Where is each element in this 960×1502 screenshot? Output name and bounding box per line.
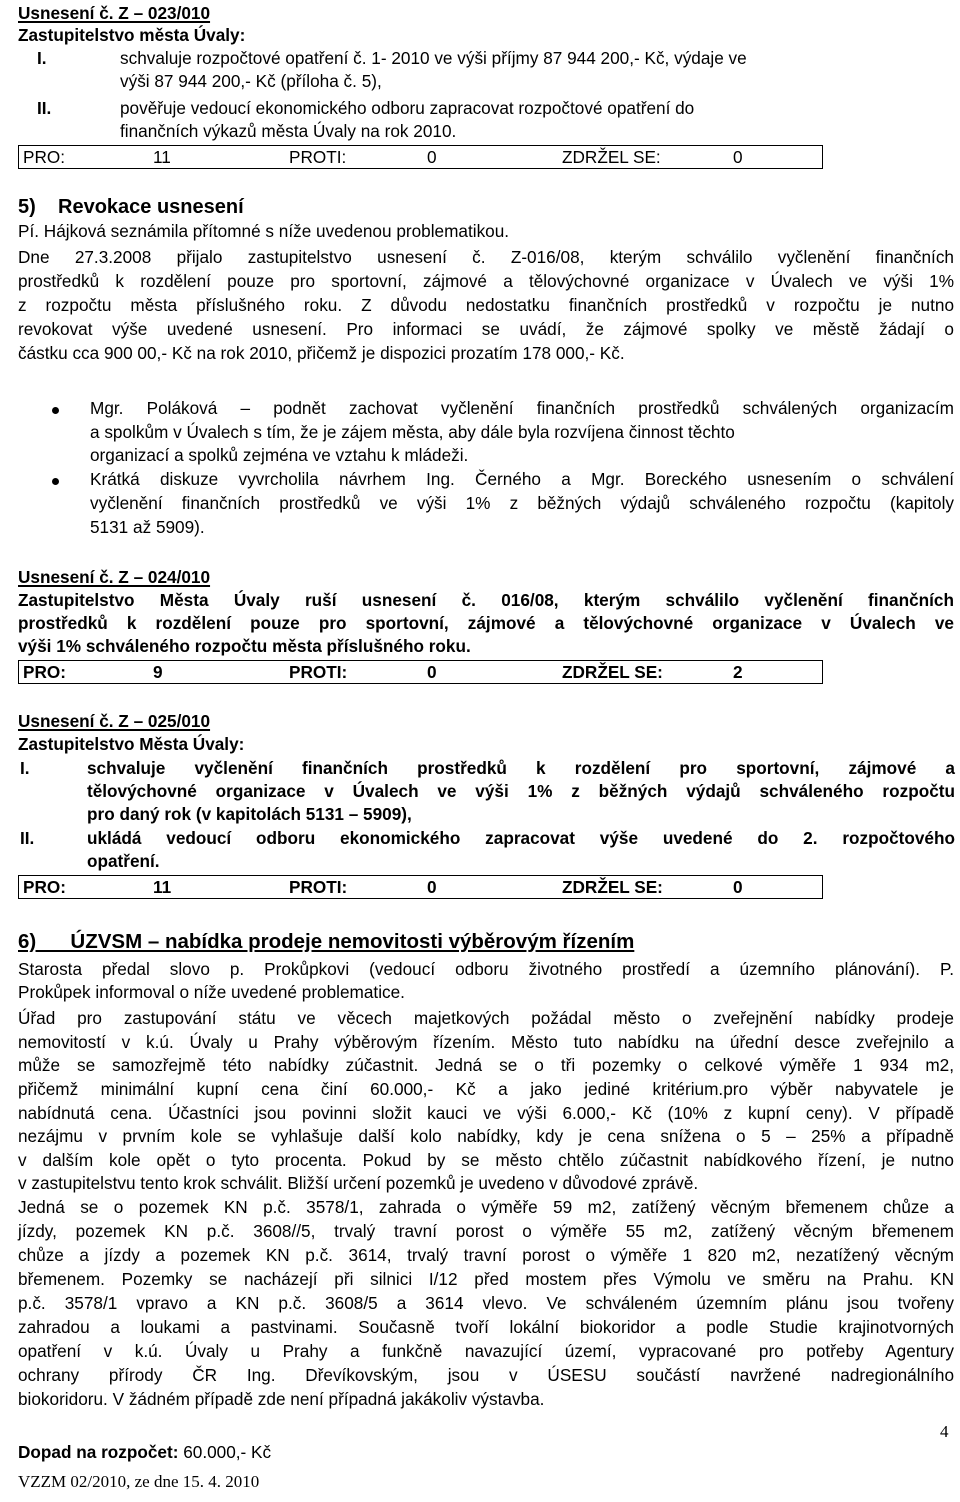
paragraph-line: p.č. 3578/1 vpravo a KN p.č. 3608/5 a 3614 vlevo. Ve schváleném územním plánu jsou tvořeny	[18, 1293, 954, 1313]
vote-pro-label: PRO:	[23, 662, 66, 682]
bullet-line: Krátká diskuze vyvrcholila návrhem Ing. Černého a Mgr. Boreckého usnesením o schválení	[90, 469, 954, 489]
vote-proti-value: 0	[427, 662, 437, 682]
vote-pro-label: PRO:	[23, 147, 66, 167]
resolution-23-body: Zastupitelstvo města Úvaly:	[18, 25, 246, 45]
bullet-line: Mgr. Poláková – podnět zachovat vyčlenění finančních prostředků schválených organizacím	[90, 398, 954, 418]
item-ii-line: opatření.	[87, 851, 160, 871]
paragraph-line: Jedná se o pozemek KN p.č. 3578/1, zahrada o výměře 59 m2, zatížený věcným břemenem chůze a	[18, 1197, 954, 1217]
item-i-number: I.	[37, 48, 47, 68]
item-ii-line: ukládá vedoucí odboru ekonomického zapracovat výše uvedené do 2. rozpočtového	[87, 828, 955, 848]
bullet-icon	[52, 478, 59, 485]
paragraph-line: nemovitostí v k.ú. Úvaly u Prahy výběrovým řízením. Město tuto nabídku na úřední desce zveřejnilo a	[18, 1032, 954, 1052]
item-i-line: pro daný rok (v kapitolách 5131 – 5909),	[87, 804, 412, 824]
paragraph-line: revokovat výše uvedené usnesení. Pro informaci se uvádí, že zájmové spolky ve městě žádají o	[18, 319, 954, 339]
item-ii-number: II.	[20, 828, 35, 848]
paragraph-line: prostředků k rozdělení pouze pro sportovní, zájmové a tělovýchovné organizace v Úvalech ve výši 1%	[18, 271, 954, 291]
budget-impact-value: 60.000,- Kč	[178, 1442, 272, 1462]
item-i-number: I.	[20, 758, 30, 778]
paragraph-line: Prokůpek informoval o níže uvedené problematice.	[18, 982, 405, 1002]
paragraph-line: jízdy, pozemek KN p.č. 3608//5, trvalý travní porost o výměře 55 m2, zatížený věcným břemenem	[18, 1221, 954, 1241]
paragraph: Pí. Hájková seznámila přítomné s níže uvedenou problematikou.	[18, 221, 510, 241]
vote-proti-label: PROTI:	[289, 147, 347, 167]
item-ii-line: finančních výkazů města Úvaly na rok 2010.	[120, 121, 457, 141]
paragraph-line: zahradou a loukami a pastvinami. Současně tvoří lokální biokoridor a podle Studie krajinotvorných	[18, 1317, 954, 1337]
paragraph-line: břemenem. Pozemky se nacházejí při silnici I/12 před mostem přes Výmolu ve směru na Prahu. KN	[18, 1269, 954, 1289]
vote-zdrzel-label: ZDRŽEL SE:	[562, 147, 661, 167]
vote-box	[18, 660, 823, 684]
resolution-23-title: Usnesení č. Z – 023/010	[18, 3, 211, 23]
paragraph-line: nezájmu v prvním kole se vyhlašuje další kolo nabídky, kdy je cena snížena o 5 – 25% a případně	[18, 1126, 954, 1146]
vote-proti-label: PROTI:	[289, 877, 348, 897]
paragraph-line: v zastupitelstvu tento krok schválit. Bližší určení pozemků je uvedeno v důvodové zprávě.	[18, 1173, 699, 1193]
paragraph-line: Starosta předal slovo p. Prokůpkovi (vedoucí odboru životného prostředí a územního plánování). P.	[18, 959, 954, 979]
paragraph-line: biokoridoru. V žádném případě zde není případná jakákoliv výstavba.	[18, 1389, 545, 1409]
resolution-24-line: prostředků k rozdělení pouze pro sportovní, zájmové a tělovýchovné organizace v Úvalech ve	[18, 613, 954, 633]
paragraph-line: přičemž minimální kupní cena činí 60.000,- Kč a jako jediné kritérium.pro výběr nabyvatele je	[18, 1079, 954, 1099]
paragraph-line: nabídnutá cena. Účastníci jsou povinni složit kauci ve výši 6.000,- Kč (10% z kupní ceny). V případě	[18, 1103, 954, 1123]
vote-pro-label: PRO:	[23, 877, 66, 897]
vote-zdrzel-label: ZDRŽEL SE:	[562, 877, 663, 897]
vote-proti-value: 0	[427, 147, 437, 167]
paragraph-line: chůze a jízdy a pozemek KN p.č. 3614, trvalý travní porost o výměře 1 820 m2, nezatížený věcným	[18, 1245, 954, 1265]
bullet-line: 5131 až 5909).	[90, 517, 205, 537]
vote-pro-value: 11	[153, 877, 172, 897]
bullet-line: vyčlenění finančních prostředků ve výši 1% z běžných výdajů schváleného rozpočtu (kapitoly	[90, 493, 954, 513]
bullet-line: organizací a spolků zejména ve vztahu k mládeži.	[90, 445, 469, 465]
item-i-line: výši 87 944 200,- Kč (příloha č. 5),	[120, 71, 382, 91]
vote-pro-value: 9	[153, 662, 163, 682]
vote-proti-label: PROTI:	[289, 662, 348, 682]
resolution-25-title: Usnesení č. Z – 025/010	[18, 711, 211, 731]
vote-box	[18, 145, 823, 169]
paragraph-line: částku cca 900 00,- Kč na rok 2010, přičemž je dispozici prozatím 178 000,- Kč.	[18, 343, 625, 363]
vote-zdrzel-value: 0	[733, 877, 743, 897]
item-ii-line: pověřuje vedoucí ekonomického odboru zapracovat rozpočtové opatření do	[120, 98, 695, 118]
vote-zdrzel-label: ZDRŽEL SE:	[562, 662, 663, 682]
vote-zdrzel-value: 0	[733, 147, 743, 167]
resolution-24-title: Usnesení č. Z – 024/010	[18, 567, 211, 587]
vote-proti-value: 0	[427, 877, 437, 897]
paragraph-line: může se samozřejmě této nabídky zúčastnit. Jedná se o tři pozemky o celkové výměře 1 934 m2,	[18, 1055, 954, 1075]
footer: VZZM 02/2010, ze dne 15. 4. 2010	[18, 1472, 260, 1491]
item-i-line: schvaluje rozpočtové opatření č. 1- 2010 ve výši příjmy 87 944 200,- Kč, výdaje ve	[120, 48, 747, 68]
page-number: 4	[940, 1422, 949, 1441]
vote-box	[18, 875, 823, 899]
paragraph-line: z rozpočtu města příslušného roku. Z důvodu nedostatku finančních prostředků v rozpočtu je nutno	[18, 295, 954, 315]
paragraph-line: v dalším kole opět o tyto procenta. Pokud by se město chtělo zúčastnit nabídkového řízení, je nutno	[18, 1150, 954, 1170]
resolution-24-line: Zastupitelstvo Města Úvaly ruší usnesení č. 016/08, kterým schválilo vyčlenění finančních	[18, 590, 954, 610]
paragraph-line: Dne 27.3.2008 přijalo zastupitelstvo usnesení č. Z-016/08, kterým schválilo vyčlenění finančních	[18, 247, 954, 267]
resolution-24-line: výši 1% schváleného rozpočtu města příslušného roku.	[18, 636, 471, 656]
vote-pro-value: 11	[153, 147, 171, 167]
paragraph-line: ochrany přírody ČR Ing. Dřevíkovským, jsou v ÚSESU součástí navržené nadregionálního	[18, 1365, 954, 1385]
paragraph-line: opatření v k.ú. Úvaly u Prahy a funkčně navazující území, vypracované pro potřeby Agentury	[18, 1341, 954, 1361]
section-6-heading: 6) ÚZVSM – nabídka prodeje nemovitosti výběrovým řízením	[18, 930, 635, 953]
bullet-icon	[52, 407, 59, 414]
item-i-line: schvaluje vyčlenění finančních prostředků k rozdělení pro sportovní, zájmové a	[87, 758, 955, 778]
section-5-heading: 5) Revokace usnesení	[18, 196, 244, 218]
budget-impact-label: Dopad na rozpočet:	[18, 1442, 179, 1462]
resolution-25-body: Zastupitelstvo Města Úvaly:	[18, 734, 245, 754]
vote-zdrzel-value: 2	[733, 662, 743, 682]
paragraph-line: Úřad pro zastupování státu ve věcech majetkových požádal město o zveřejnění nabídky prodeje	[18, 1008, 954, 1028]
budget-impact	[18, 1441, 271, 1464]
bullet-line: a spolkům v Úvalech s tím, že je zájem města, aby dále byla rozvíjena činnost těchto	[90, 422, 735, 442]
item-ii-number: II.	[37, 98, 52, 118]
item-i-line: tělovýchovné organizace v Úvalech ve výši 1% z běžných výdajů schváleného rozpočtu	[87, 781, 955, 801]
